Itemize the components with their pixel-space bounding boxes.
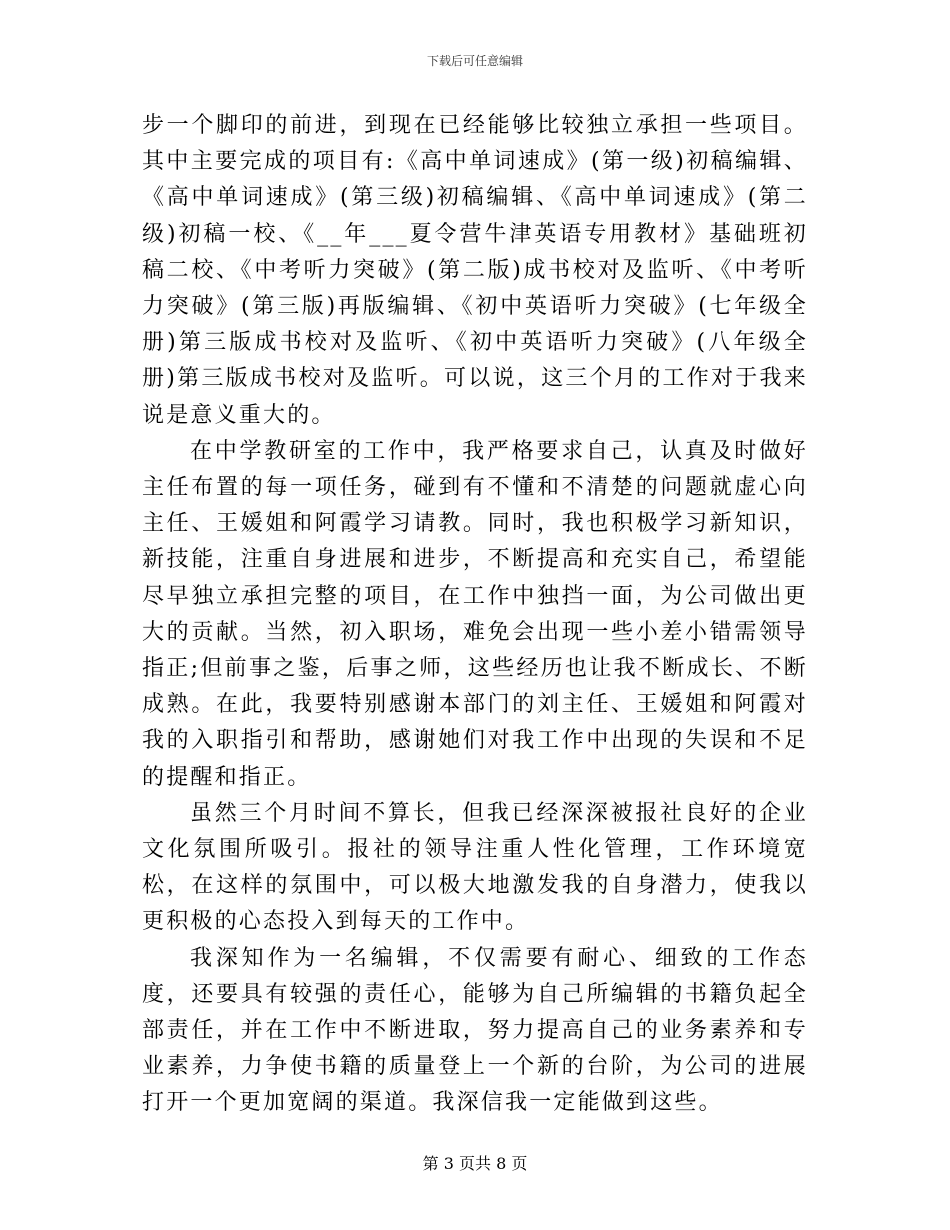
paragraph: 在中学教研室的工作中，我严格要求自己，认真及时做好主任布置的每一项任务，碰到有不懂和不清楚的问题就虚心向主任、王媛姐和阿霞学习请教。同时，我也积极学习新知识，新技能，注重自身进展和进步，不断提高和充实自己，希望能尽早独立承担完整的项目，在工作中独挡一面，为公司做出更大的贡献。当然，初入职场，难免会出现一些小差小错需领导指正;但前事之鉴，后事之师，这些经历也让我不断成长、不断成熟。在此，我要特别感谢本部门的刘主任、王媛姐和阿霞对我的入职指引和帮助，感谢她们对我工作中出现的失误和不足的提醒和指正。 (142, 438, 808, 790)
page-number: 第 3 页共 8 页 (422, 1154, 528, 1173)
page-header: 下载后可任意编辑 (426, 54, 523, 68)
document-body (142, 108, 808, 1122)
paragraph: 我深知作为一名编辑，不仅需要有耐心、细致的工作态度，还要具有较强的责任心，能够为自己所编辑的书籍负起全部责任，并在工作中不断进取，努力提高自己的业务素养和专业素养，力争使书籍的质量登上一个新的台阶，为公司的进展打开一个更加宽阔的渠道。我深信我一定能做到这些。 (142, 945, 808, 1116)
paragraph-continuation: 步一个脚印的前进，到现在已经能够比较独立承担一些项目。其中主要完成的项目有:《高中单词速成》(第一级)初稿编辑、《高中单词速成》(第三级)初稿编辑、《高中单词速成》(第二级)初稿一校、《__年___夏令营牛津英语专用教材》基础班初稿二校、《中考听力突破》(第二版)成书校对及监听、《中考听力突破》(第三版)再版编辑、《初中英语听力突破》(七年级全册)第三版成书校对及监听、《初中英语听力突破》(八年级全册)第三版成书校对及监听。可以说，这三个月的工作对于我来说是意义重大的。 (142, 113, 808, 428)
paragraph: 虽然三个月时间不算长，但我已经深深被报社良好的企业文化氛围所吸引。报社的领导注重人性化管理，工作环境宽松，在这样的氛围中，可以极大地激发我的自身潜力，使我以更积极的心态投入到每天的工作中。 (142, 800, 808, 935)
